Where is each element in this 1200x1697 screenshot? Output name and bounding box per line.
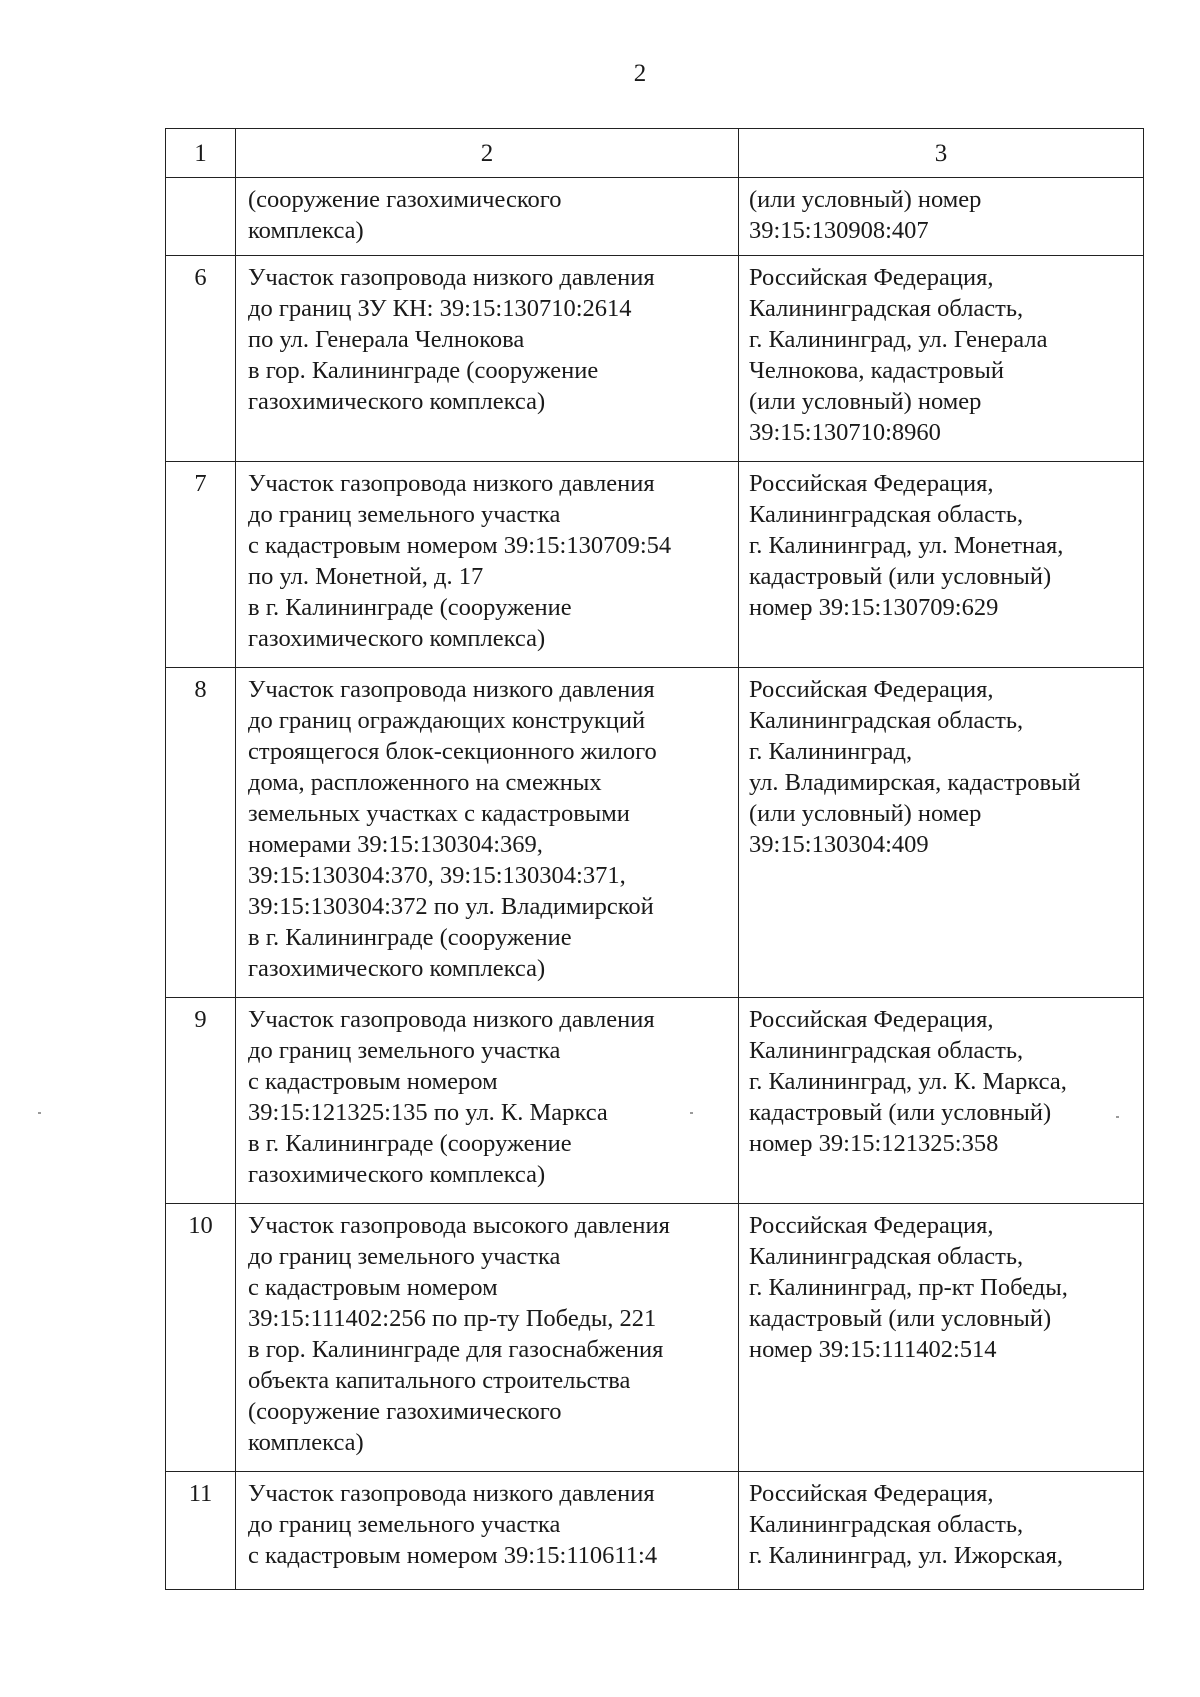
row-description: Участок газопровода низкого давления до границ земельного участка с кадастровым номером 39:15:130709:54 по ул. Монетной, д. 17 в г. Калининграде (сооружение газохимического комплекса) xyxy=(236,462,739,668)
scan-speck xyxy=(38,1112,41,1114)
table-header-row xyxy=(166,129,1144,178)
row-address: (или условный) номер 39:15:130908:407 xyxy=(739,178,1144,256)
header-col-3: 3 xyxy=(739,129,1144,178)
row-number: 11 xyxy=(166,1472,236,1590)
row-description: Участок газопровода низкого давления до границ земельного участка с кадастровым номером 39:15:121325:135 по ул. К. Маркса в г. Калининграде (сооружение газохимического комплекса) xyxy=(236,998,739,1204)
header-col-1: 1 xyxy=(166,129,236,178)
row-address: Российская Федерация, Калининградская область, г. Калининград, ул. Монетная, кадастровый (или условный) номер 39:15:130709:629 xyxy=(739,462,1144,668)
table-row xyxy=(166,1472,1144,1590)
land-plots-table xyxy=(165,128,1144,1590)
row-address: Российская Федерация, Калининградская область, г. Калининград, ул. Владимирская, кадастровый (или условный) номер 39:15:130304:409 xyxy=(739,668,1144,998)
row-description: Участок газопровода низкого давления до границ земельного участка с кадастровым номером 39:15:110611:4 xyxy=(236,1472,739,1590)
row-description: Участок газопровода высокого давления до границ земельного участка с кадастровым номером 39:15:111402:256 по пр-ту Победы, 221 в гор. Калининграде для газоснабжения объекта капитального строительства (сооружение газохимического комплекса) xyxy=(236,1204,739,1472)
header-col-2: 2 xyxy=(236,129,739,178)
row-number: 8 xyxy=(166,668,236,998)
row-address: Российская Федерация, Калининградская область, г. Калининград, ул. К. Маркса, кадастровый (или условный) номер 39:15:121325:358 xyxy=(739,998,1144,1204)
page-number: 2 xyxy=(633,60,647,87)
row-description: Участок газопровода низкого давления до границ ограждающих конструкций строящегося блок-секционного жилого дома, распложенного на смежных земельных участках с кадастровыми номерами 39:15:130304:369, 39:15:130304:370, 39:15:130304:371, 39:15:130304:372 по ул. Владимирской в г. Калининграде (сооружение газохимического комплекса) xyxy=(236,668,739,998)
row-number: 9 xyxy=(166,998,236,1204)
table-row xyxy=(166,256,1144,462)
row-number xyxy=(166,178,236,256)
scan-speck xyxy=(690,1112,693,1114)
row-description: Участок газопровода низкого давления до границ ЗУ КН: 39:15:130710:2614 по ул. Генерала Челнокова в гор. Калининграде (сооружение газохимического комплекса) xyxy=(236,256,739,462)
row-address: Российская Федерация, Калининградская область, г. Калининград, ул. Генерала Челнокова, кадастровый (или условный) номер 39:15:130710:8960 xyxy=(739,256,1144,462)
row-number: 7 xyxy=(166,462,236,668)
row-address: Российская Федерация, Калининградская область, г. Калининград, пр-кт Победы, кадастровый (или условный) номер 39:15:111402:514 xyxy=(739,1204,1144,1472)
table-row xyxy=(166,178,1144,256)
row-description: (сооружение газохимического комплекса) xyxy=(236,178,739,256)
row-number: 6 xyxy=(166,256,236,462)
row-number: 10 xyxy=(166,1204,236,1472)
table-row xyxy=(166,998,1144,1204)
row-address: Российская Федерация, Калининградская область, г. Калининград, ул. Ижорская, xyxy=(739,1472,1144,1590)
table-row xyxy=(166,1204,1144,1472)
table-row xyxy=(166,668,1144,998)
table-row xyxy=(166,462,1144,668)
scan-speck xyxy=(1116,1116,1119,1118)
